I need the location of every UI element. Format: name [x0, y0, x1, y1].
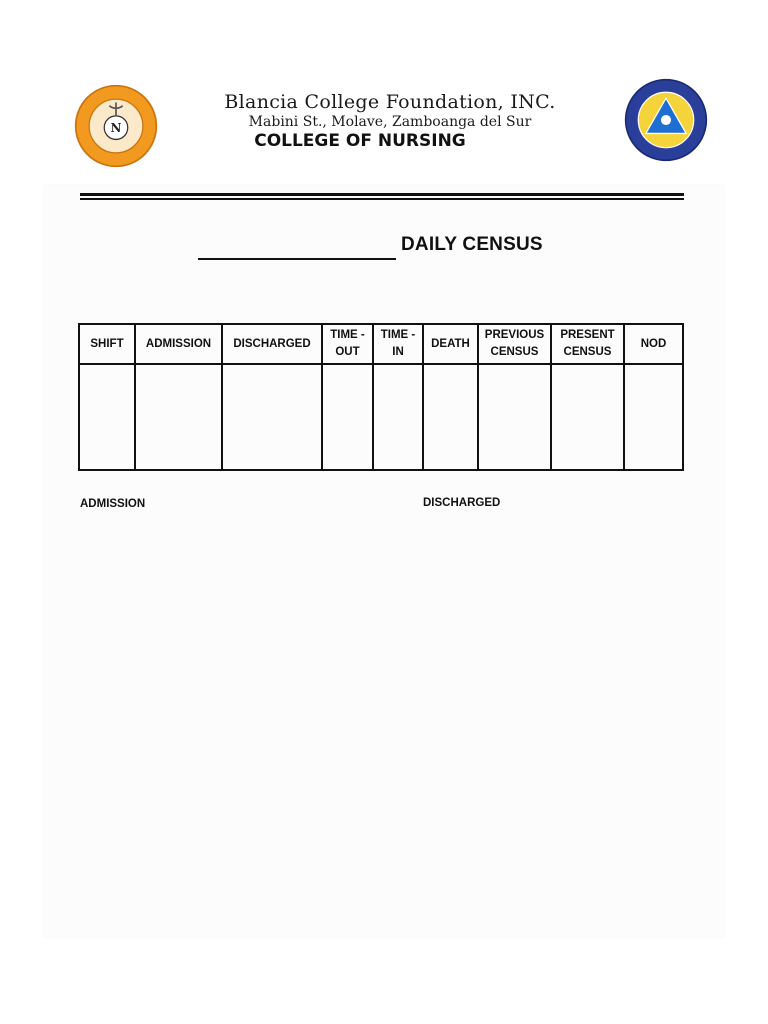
nursing-seal-logo — [624, 78, 708, 162]
column-header-text: PRESENT — [560, 329, 615, 341]
header-divider-thick — [80, 193, 684, 196]
column-header-text: DISCHARGED — [233, 337, 311, 350]
column-header-text: NOD — [640, 337, 667, 350]
college-seal-logo — [74, 84, 158, 168]
column-header — [624, 324, 683, 364]
letterhead — [160, 90, 620, 152]
column-header-text: ADMISSION — [145, 337, 212, 350]
column-header — [373, 324, 423, 364]
column-header — [79, 324, 135, 364]
table-row — [79, 364, 683, 470]
table-header-row — [79, 324, 683, 364]
entry-cell[interactable] — [135, 364, 222, 470]
column-header — [478, 324, 551, 364]
entry-cell[interactable] — [373, 364, 423, 470]
svg-text:N: N — [110, 120, 122, 135]
entry-cell[interactable] — [478, 364, 551, 470]
college-name: COLLEGE OF NURSING — [254, 131, 466, 151]
entry-cell[interactable] — [79, 364, 135, 470]
column-header-text: CENSUS — [563, 346, 612, 358]
column-header — [551, 324, 624, 364]
column-header-text: OUT — [335, 346, 360, 358]
discharged-section-label: DISCHARGED — [423, 497, 501, 509]
entry-cell[interactable] — [322, 364, 373, 470]
column-header — [222, 324, 322, 364]
column-header — [423, 324, 478, 364]
entry-cell[interactable] — [624, 364, 683, 470]
entry-cell[interactable] — [423, 364, 478, 470]
header-divider-thin — [80, 198, 684, 200]
census-table — [78, 323, 684, 471]
title-blank-line — [198, 258, 396, 260]
column-header — [135, 324, 222, 364]
organization-address: Mabini St., Molave, Zamboanga del Sur — [248, 114, 532, 130]
column-header-text: PREVIOUS — [484, 329, 545, 341]
admission-section-label: ADMISSION — [80, 498, 146, 510]
column-header-text: TIME - — [330, 329, 365, 341]
column-header-text: SHIFT — [90, 337, 124, 350]
organization-name: Blancia College Foundation, INC. — [224, 91, 556, 113]
form-title: DAILY CENSUS — [401, 234, 543, 255]
entry-cell[interactable] — [551, 364, 624, 470]
column-header — [322, 324, 373, 364]
form-paper — [44, 185, 724, 937]
column-header-text: TIME - — [380, 329, 416, 341]
entry-cell[interactable] — [222, 364, 322, 470]
column-header-text: IN — [392, 346, 404, 358]
column-header-text: DEATH — [431, 337, 470, 350]
column-header-text: CENSUS — [490, 346, 539, 358]
